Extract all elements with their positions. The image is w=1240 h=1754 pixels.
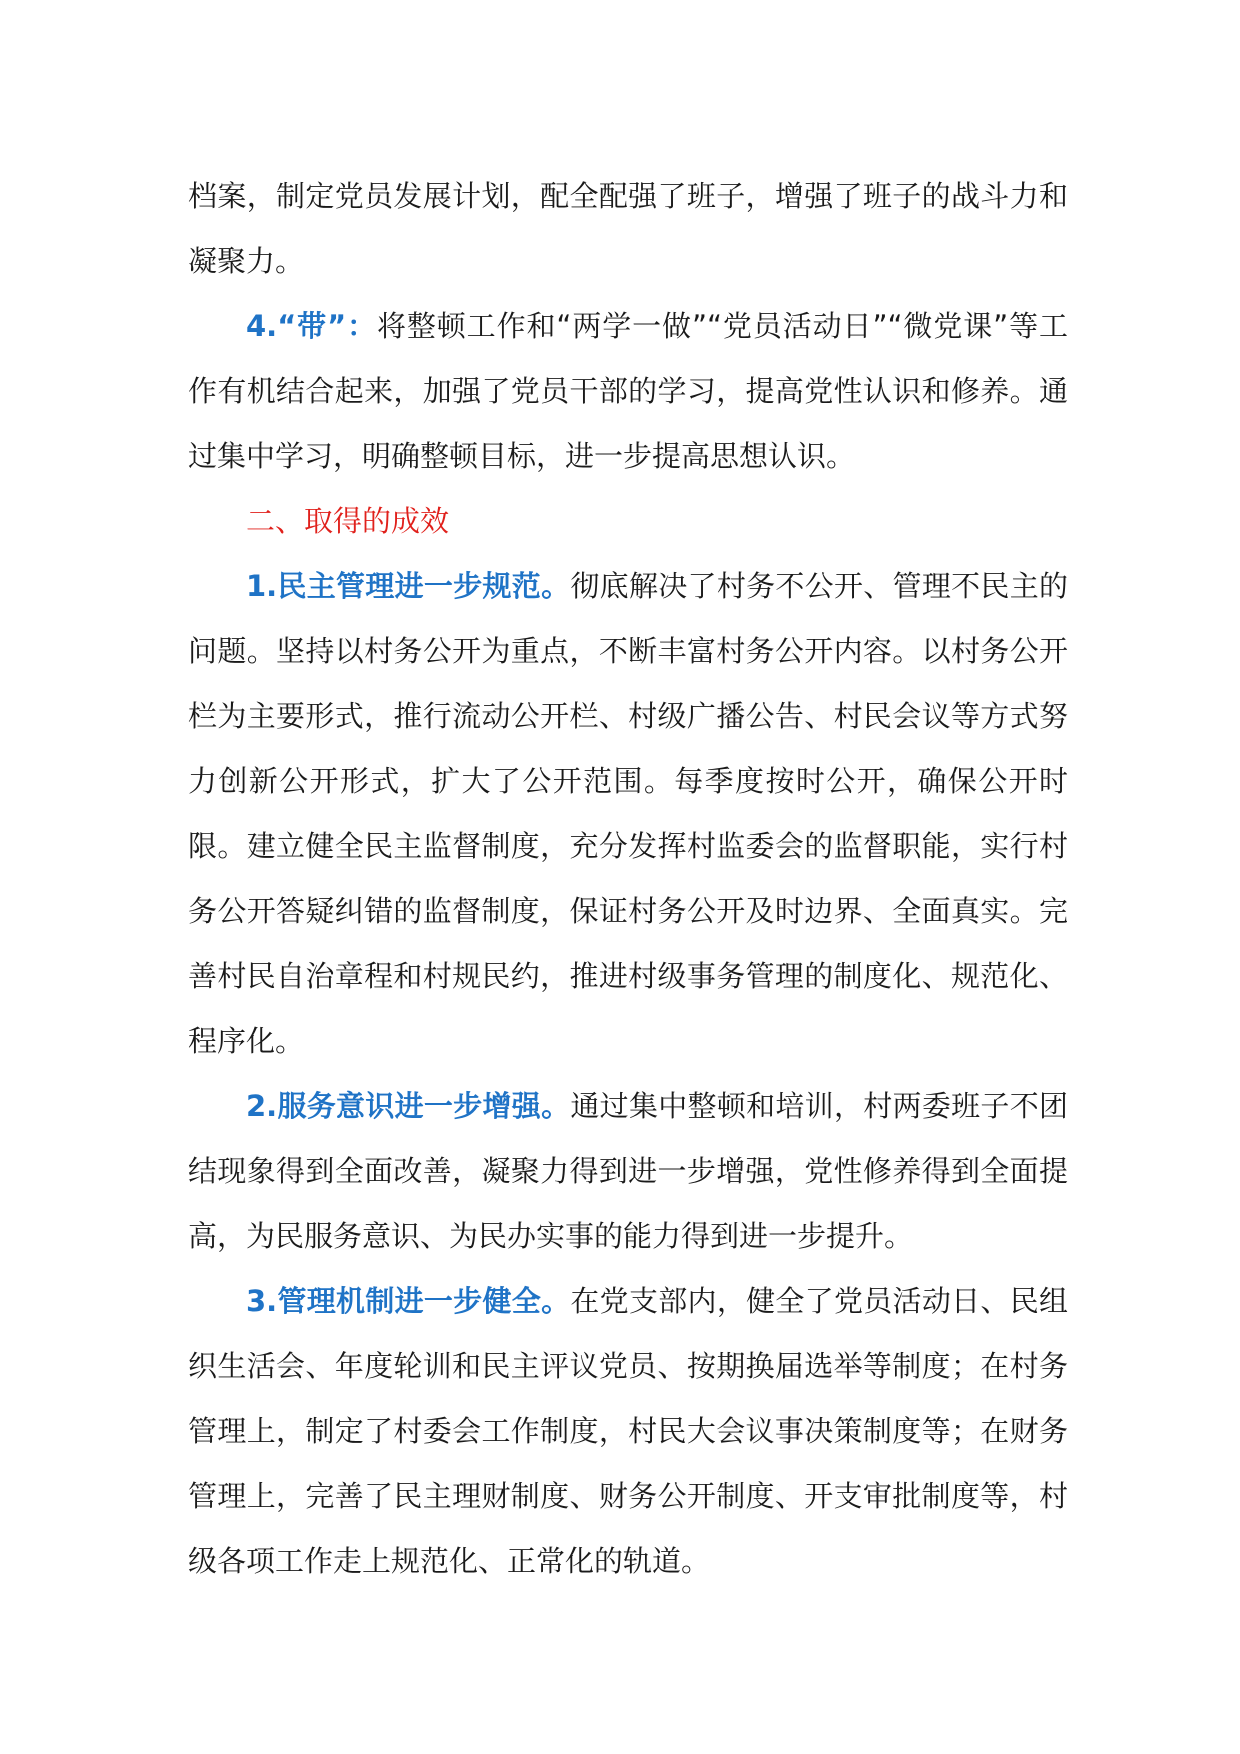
paragraph-democratic-management <box>188 554 1068 1074</box>
paragraph-text: 通过集中整顿和培训，村两委班子不团结现象得到全面改善，凝聚力得到进一步增强，党性修养得到全面提高，为民服务意识、为民办实事的能力得到进一步提升。 <box>188 1089 1068 1253</box>
document-body <box>188 164 1068 1594</box>
paragraph-continuation <box>188 164 1068 294</box>
paragraph-text: 档案，制定党员发展计划，配全配强了班子，增强了班子的战斗力和凝聚力。 <box>188 179 1068 278</box>
section-title <box>188 489 1068 554</box>
paragraph-heading: 3.管理机制进一步健全。 <box>246 1284 571 1318</box>
paragraph-management-mechanism <box>188 1269 1068 1594</box>
paragraph-dai <box>188 294 1068 489</box>
paragraph-service-awareness <box>188 1074 1068 1269</box>
paragraph-heading: 1.民主管理进一步规范。 <box>246 569 571 603</box>
paragraph-text: 彻底解决了村务不公开、管理不民主的问题。坚持以村务公开为重点，不断丰富村务公开内容。以村务公开栏为主要形式，推行流动公开栏、村级广播公告、村民会议等方式努力创新公开形式，扩大了公开范围。每季度按时公开，确保公开时限。建立健全民主监督制度，充分发挥村监委会的监督职能，实行村务公开答疑纠错的监督制度，保证村务公开及时边界、全面真实。完善村民自治章程和村规民约，推进村级事务管理的制度化、规范化、程序化。 <box>188 569 1068 1058</box>
paragraph-text: 将整顿工作和“两学一做”“党员活动日”“微党课”等工作有机结合起来，加强了党员干部的学习，提高党性认识和修养。通过集中学习，明确整顿目标，进一步提高思想认识。 <box>188 309 1068 473</box>
paragraph-heading: 4.“带”： <box>246 309 377 343</box>
paragraph-text: 在党支部内，健全了党员活动日、民组织生活会、年度轮训和民主评议党员、按期换届选举等制度；在村务管理上，制定了村委会工作制度，村民大会议事决策制度等；在财务管理上，完善了民主理财制度、财务公开制度、开支审批制度等，村级各项工作走上规范化、正常化的轨道。 <box>188 1284 1068 1578</box>
section-title-text: 二、取得的成效 <box>246 504 450 538</box>
paragraph-heading: 2.服务意识进一步增强。 <box>246 1089 571 1123</box>
